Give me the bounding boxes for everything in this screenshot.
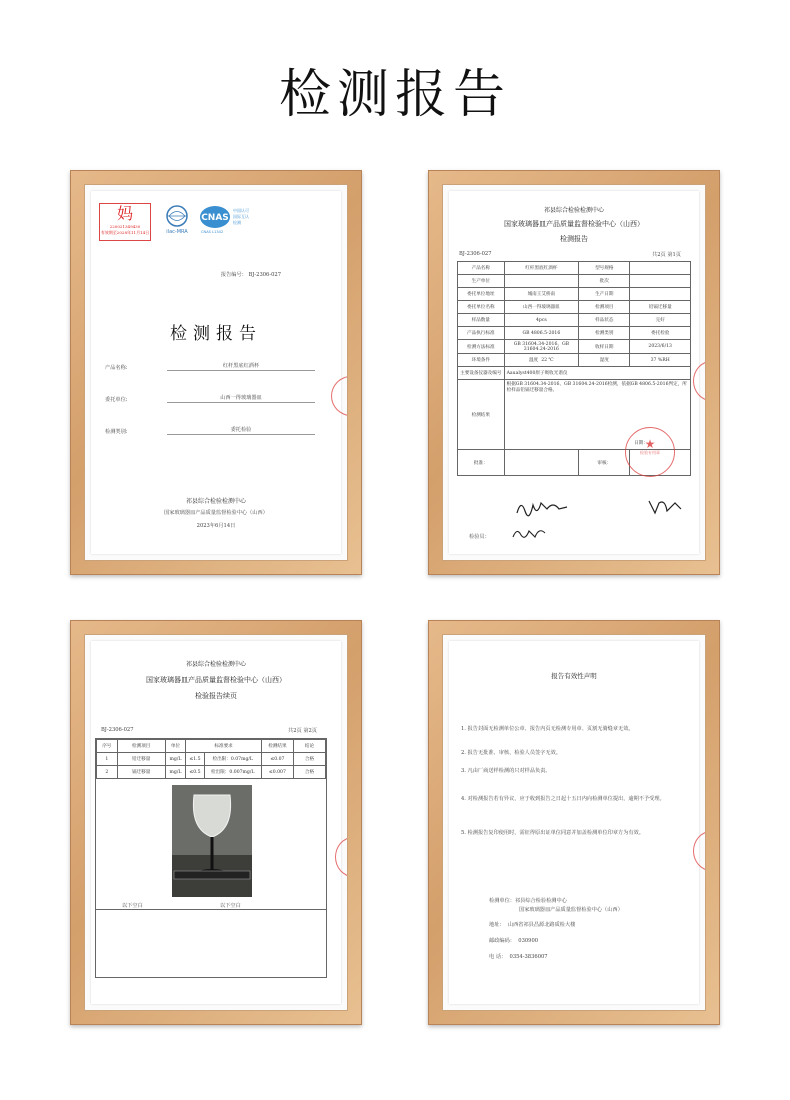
ilac-mra-logo-icon [159, 203, 195, 235]
table-cell: 检出限：0.07mg/L [204, 753, 261, 766]
seam-stamp [693, 831, 706, 871]
validity-document [449, 641, 699, 1004]
seam-stamp [693, 361, 706, 401]
table-cell: 委托单位名称 [458, 301, 505, 314]
table-cell: 山西一得玻璃器皿 [504, 301, 579, 314]
table-cell: 完好 [630, 314, 691, 327]
table-cell: 生产日期 [579, 288, 630, 301]
frame-inner [442, 634, 706, 1011]
result-label: 检测结果 [458, 380, 505, 450]
table-row [97, 766, 326, 779]
stamp-text: 检验专用章 [640, 450, 660, 455]
cnas-code: CNAS L1342 [201, 230, 224, 234]
cont-head-unit: 祁县综合检验检测中心 [185, 661, 246, 668]
table-cell: 2 [97, 766, 118, 779]
inspector-signature-icon [509, 523, 549, 543]
table-cell: 铅迁移量 [117, 753, 165, 766]
env-temp: 22 ℃ [541, 358, 554, 363]
approve-signature-cell [504, 450, 579, 476]
cover-title: 检测报告 [170, 324, 262, 344]
cover-row-label: 委托单位: [105, 397, 128, 403]
cont-meta [101, 727, 331, 736]
validity-item-3: 3. 凡由厂商送样检测的只对样品负责。 [461, 768, 551, 774]
col-header: 检测项目 [117, 740, 165, 753]
table-cell: 产品名称 [458, 262, 505, 275]
table-cell: 型号规格 [579, 262, 630, 275]
cover-document [91, 191, 341, 554]
cnas-sub2: 国际互认 [233, 214, 249, 219]
cont-table-wrap [95, 738, 327, 978]
table-cell: 检测类别 [579, 327, 630, 340]
table-cell: 检测项目 [579, 301, 630, 314]
zip-value: 030900 [518, 938, 539, 944]
cover-footer-date: 2023年6月14日 [196, 523, 236, 529]
report-head-unit: 祁县综合检验检测中心 [543, 207, 604, 214]
cover-row-label: 产品名称: [105, 365, 128, 371]
stamp-star-icon: ★ [644, 437, 656, 451]
cnas-text: CNAS [201, 213, 229, 223]
ma-char: 妈 [116, 204, 133, 223]
table-row [458, 354, 691, 367]
addr-label: 地址： [489, 922, 505, 928]
table-cell [630, 288, 691, 301]
env-label: 环境条件 [458, 354, 505, 367]
unit-name-1: 祁县综合检验检测中心 [514, 898, 567, 904]
cover-row-value: 委托检验 [167, 426, 315, 435]
ma-code: 220021349430 [109, 224, 141, 229]
frame-inner [442, 184, 706, 561]
equip-value: Aaualyst400原子吸收光谱仪 [504, 367, 690, 380]
table-cell [630, 262, 691, 275]
table-row [458, 314, 691, 327]
seam-stamp [331, 376, 348, 416]
validity-title: 报告有效性声明 [551, 672, 597, 680]
cover-row-value: 山西一得玻璃器皿 [167, 394, 315, 403]
table-cell: 检测方法标准 [458, 340, 505, 354]
blank-label: 以下空白 [122, 903, 143, 909]
table-cell: ≤0.07 [261, 753, 293, 766]
table-row [458, 275, 691, 288]
result-date-label: 日期： [634, 441, 648, 446]
table-cell: mg/L [165, 766, 186, 779]
report-meta [459, 251, 689, 260]
result-text2: 检样品铅镉迁移量合格。 [506, 388, 558, 393]
approver-signature-icon [513, 495, 573, 521]
env-hum: 37 %RH [630, 354, 691, 367]
cont-page-of: 共2页 第2页 [288, 728, 317, 734]
inspect-label: 检验员： [469, 534, 490, 540]
cover-row-label: 检测类别: [105, 429, 128, 435]
inspection-stamp [625, 427, 675, 477]
validity-item-2: 2. 报告无批准、审核、检验人员签字无效。 [461, 750, 561, 756]
frame-validity [428, 620, 720, 1025]
table-cell: 批次 [579, 275, 630, 288]
table-cell [630, 275, 691, 288]
sample-photo [172, 785, 252, 897]
table-cell: 收样日期 [579, 340, 630, 354]
col-header: 标准要求 [186, 740, 262, 753]
wine-glass-icon [172, 785, 252, 897]
tel-row [489, 953, 548, 960]
review-label: 审核： [579, 450, 630, 476]
unit-label-text: 检测单位： [489, 898, 515, 904]
table-cell: GB 4806.5-2016 [504, 327, 579, 340]
table-row [458, 262, 691, 275]
validity-item-5: 5. 检测报告复印使用时，需征得原出证单位同意并加盖检测单位印章方为有效。 [461, 830, 644, 836]
validity-item-4: 4. 对检测报告若有异议，应于收到报告之日起十五日内向检测单位提出，逾期不予受理。 [461, 796, 665, 802]
table-row [458, 327, 691, 340]
table-cell: 合格 [293, 766, 325, 779]
table-cell: 2023/6/13 [630, 340, 691, 354]
cover-footer-center: 国家玻璃器皿产品质量监督检验中心（山西） [164, 510, 268, 516]
frame-inner [84, 634, 348, 1011]
report-no: BJ-2306-027 [459, 251, 492, 257]
zip-label: 邮政编码： [489, 938, 515, 944]
env-temp-label: 温度 [529, 358, 539, 363]
col-header: 序号 [97, 740, 118, 753]
table-cell: 产品执行标准 [458, 327, 505, 340]
report-page-of: 共2页 第1页 [652, 252, 681, 258]
blank-label-2: 以下空白 [220, 903, 241, 909]
table-row [458, 288, 691, 301]
ma-valid: 有效期至2028年11月14日 [100, 230, 150, 235]
col-header: 检测结果 [261, 740, 293, 753]
table-row [458, 340, 691, 354]
equip-label: 主要设备仪器及编号 [458, 367, 505, 380]
table-cell: 4pcs [504, 314, 579, 327]
table-cell: 委托检验 [630, 327, 691, 340]
table-row [97, 753, 326, 766]
cover-row-category [105, 423, 315, 437]
table-cell: 委托单位地址 [458, 288, 505, 301]
table-cell: 样品状态 [579, 314, 630, 327]
frame-inner [84, 184, 348, 561]
table-header-row [97, 740, 326, 753]
table-cell: 样品数量 [458, 314, 505, 327]
table-cell: ≤0.007 [261, 766, 293, 779]
report-document [449, 191, 699, 554]
cover-row-client [105, 391, 315, 405]
table-cell: 生产单位 [458, 275, 505, 288]
cont-table [96, 739, 326, 779]
cnas-sub1: 中国认可 [233, 208, 249, 213]
col-header: 单位 [165, 740, 186, 753]
report-head-title: 检测报告 [560, 235, 588, 243]
cnas-logo-icon [199, 203, 261, 235]
table-cell: GB 31604.34-2016、GB 31604.24-2016 [504, 340, 579, 354]
cover-row-product [105, 359, 315, 373]
addr-row [489, 921, 575, 928]
table-row [458, 301, 691, 314]
addr-value: 山西省祁县昌源北路质检大楼 [507, 922, 576, 928]
frame-cover [70, 170, 362, 575]
cont-report-no: BJ-2306-027 [101, 727, 134, 733]
table-cell: 1 [97, 753, 118, 766]
table-cell: 镉迁移量 [117, 766, 165, 779]
table-cell: ≤1.5 [186, 753, 204, 766]
frame-continuation [70, 620, 362, 1025]
env-hum-label: 湿度 [579, 354, 630, 367]
table-cell [504, 275, 579, 288]
frame-report [428, 170, 720, 575]
cont-head-center: 国家玻璃器皿产品质量监督检验中心（山西） [146, 676, 286, 684]
table-cell: 检出限：0.007mg/L [204, 766, 261, 779]
table-row [458, 367, 691, 380]
cover-report-no: 报告编号： BJ-2306-027 [220, 272, 281, 278]
cover-footer-unit: 祁县综合检验检测中心 [185, 498, 246, 505]
table-cell: 红杆黑底红酒杯 [504, 262, 579, 275]
report-head-center: 国家玻璃器皿产品质量监督检验中心（山西） [504, 220, 644, 228]
reviewer-signature-icon [645, 497, 685, 517]
table-cell: ≤0.5 [186, 766, 204, 779]
zip-row [489, 937, 538, 944]
unit-label [489, 897, 567, 904]
continuation-document [91, 641, 341, 1004]
approve-label: 批准： [458, 450, 505, 476]
table-cell: 城南王艾桥南 [504, 288, 579, 301]
page-title: 检测报告 [278, 65, 511, 125]
col-header: 结论 [293, 740, 325, 753]
cnas-sub3: 检测 [233, 220, 241, 225]
table-cell: mg/L [165, 753, 186, 766]
unit-name-2: 国家玻璃器皿产品质量监督检验中心（山西） [519, 907, 623, 913]
cover-row-value: 红杆黑底红酒杯 [167, 362, 315, 371]
result-text1: 根据GB 31604.34-2016、GB 31604.24-2016检测，依据GB 4806.5-2016判定，所 [506, 382, 687, 387]
tel-label: 电 话： [489, 954, 507, 960]
table-cell: 合格 [293, 753, 325, 766]
ma-badge [99, 203, 151, 241]
tel-value: 0354-3836007 [509, 954, 548, 960]
validity-item-1: 1. 报告封面无检测单位公章、报告内页无检测专用章、页割无骑缝章无效。 [461, 726, 634, 732]
cont-head-title: 检验报告续页 [195, 692, 237, 700]
ilac-mra-text: ilac-MRA [166, 229, 188, 235]
seam-stamp [335, 837, 348, 877]
table-cell: 铅镉迁移量 [630, 301, 691, 314]
